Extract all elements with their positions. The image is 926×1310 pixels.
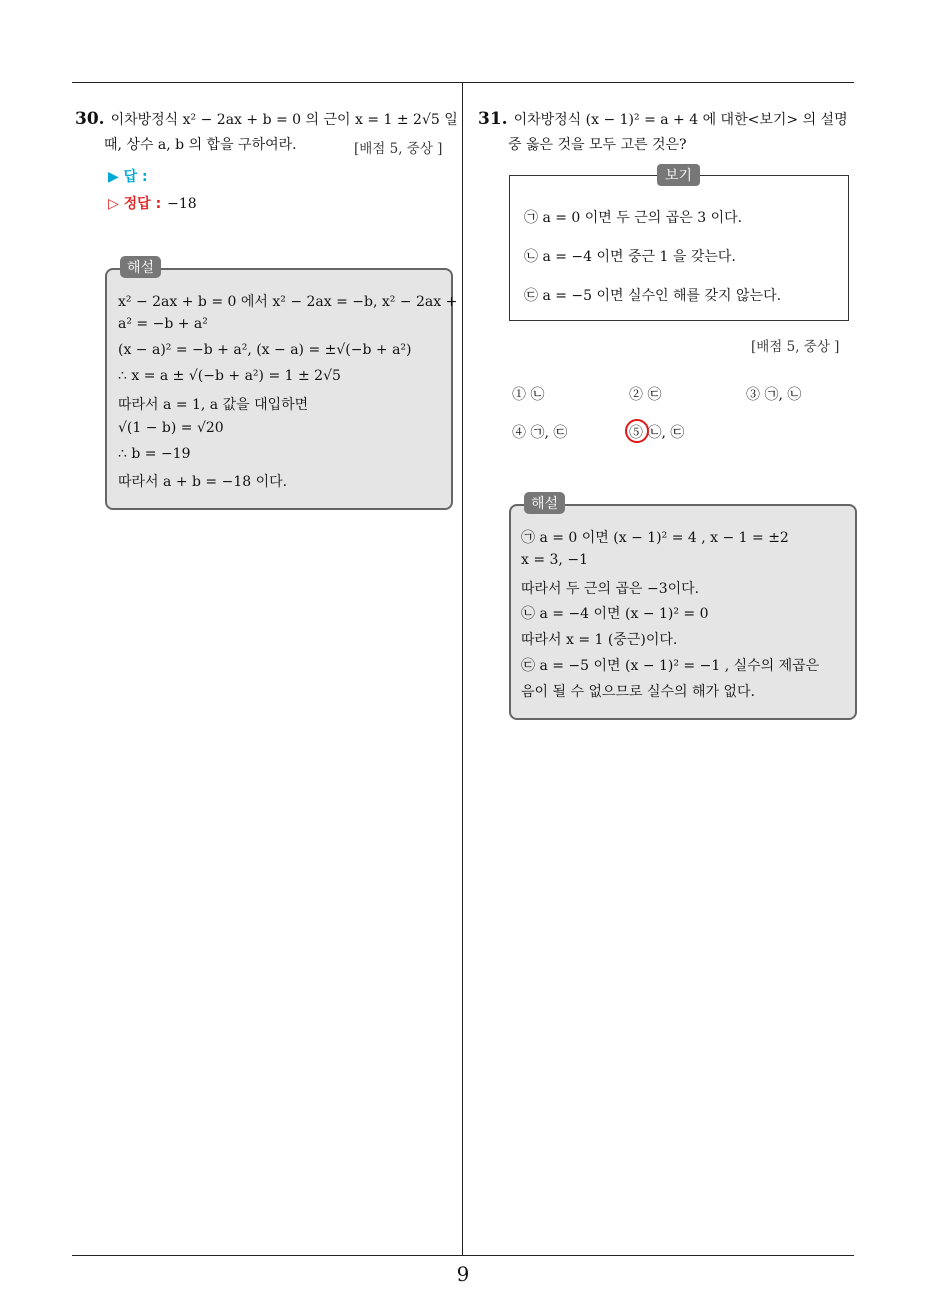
q31-solution-tag: 해설 — [524, 492, 565, 514]
bottom-rule — [72, 1255, 854, 1256]
q30-correct-value: −18 — [167, 196, 197, 212]
q30-correct-label: ▷ 정답 : — [108, 196, 162, 212]
q31-solution-line: x = 3, −1 — [521, 552, 588, 568]
q30-number: 30. — [75, 109, 105, 129]
q31-number: 31. — [478, 109, 508, 129]
bogi-item: ㉢ a = −5 이면 실수인 해를 갖지 않는다. — [524, 288, 782, 304]
q31-solution-line: 따라서 x = 1 (중근)이다. — [521, 632, 678, 648]
choice-5[interactable]: ⑤ ㉡, ㉢ — [629, 425, 685, 441]
q30-solution-line: √(1 − b) = √20 — [118, 420, 224, 436]
q30-solution-line: ∴ x = a ± √(−b + a²) = 1 ± 2√5 — [118, 368, 341, 384]
q31-solution-line: 음이 될 수 없으므로 실수의 해가 없다. — [521, 684, 756, 700]
q30-text-line2: 때, 상수 a, b 의 합을 구하여라. — [104, 137, 297, 153]
q30-solution-line: 따라서 a = 1, a 값을 대입하면 — [118, 397, 309, 413]
q31-solution-line: 따라서 두 근의 곱은 −3이다. — [521, 581, 700, 597]
q31-solution-line: ㉡ a = −4 이면 (x − 1)² = 0 — [521, 606, 709, 622]
selected-answer-circle-mark — [625, 419, 649, 443]
column-divider — [462, 82, 463, 1255]
choice-4[interactable]: ④ ㉠, ㉢ — [512, 425, 568, 441]
q31-solution-line: ㉢ a = −5 이면 (x − 1)² = −1 , 실수의 제곱은 — [521, 658, 820, 674]
q30-stem-line1 — [75, 109, 458, 130]
page-number: 9 — [456, 1262, 470, 1286]
q31-text-line1: 이차방정식 (x − 1)² = a + 4 에 대한<보기> 의 설명 — [513, 112, 848, 128]
bogi-tag: 보기 — [657, 164, 700, 186]
bogi-item: ㉠ a = 0 이면 두 근의 곱은 3 이다. — [524, 210, 743, 226]
q30-solution-line: x² − 2ax + b = 0 에서 x² − 2ax = −b, x² − 2ax + — [118, 294, 458, 310]
choice-1[interactable]: ① ㉡ — [512, 387, 545, 403]
q30-solution-line: 따라서 a + b = −18 이다. — [118, 474, 288, 490]
q30-meta: [배점 5, 중상 ] — [354, 141, 443, 157]
q30-answer-label: ▶ 답 : — [108, 169, 148, 185]
q31-text-line2: 중 옳은 것을 모두 고른 것은? — [508, 137, 687, 153]
q30-solution-tag: 해설 — [120, 256, 161, 278]
q31-stem-line1 — [478, 109, 848, 130]
q30-correct-answer — [108, 193, 197, 213]
choice-3[interactable]: ③ ㉠, ㉡ — [746, 387, 802, 403]
q30-text-line1: 이차방정식 x² − 2ax + b = 0 의 근이 x = 1 ± 2√5 일 — [110, 112, 458, 128]
q31-meta: [배점 5, 중상 ] — [751, 339, 840, 355]
q30-solution-line: (x − a)² = −b + a², (x − a) = ±√(−b + a²) — [118, 342, 412, 358]
bogi-item: ㉡ a = −4 이면 중근 1 을 갖는다. — [524, 249, 736, 265]
q30-solution-line: a² = −b + a² — [118, 316, 208, 332]
top-rule — [72, 82, 854, 83]
q30-solution-line: ∴ b = −19 — [118, 446, 191, 462]
q31-solution-line: ㉠ a = 0 이면 (x − 1)² = 4 , x − 1 = ±2 — [521, 530, 789, 546]
choice-2[interactable]: ② ㉢ — [629, 387, 662, 403]
